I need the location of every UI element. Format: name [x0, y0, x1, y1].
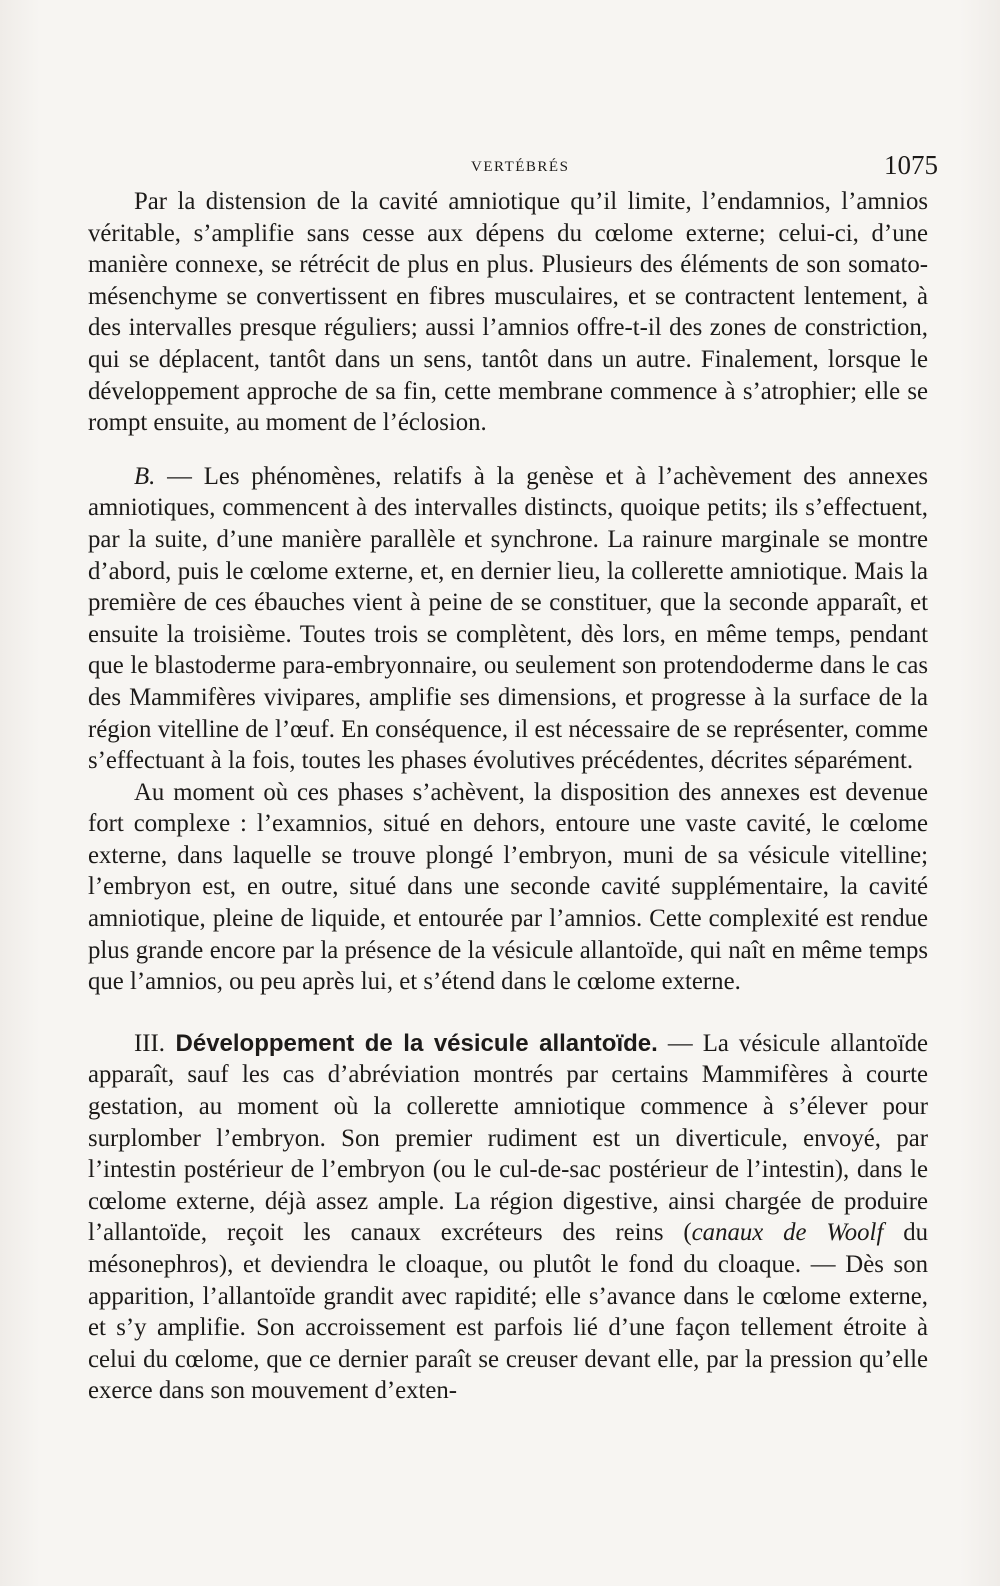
- paragraph-phases: Au moment où ces phases s’achèvent, la disposition des annexes est devenue fort complexe : l’examnios, situé en dehors, entoure une vaste cavité, le cœlome externe, dans laquelle se trouve plongé l’embryon, muni de sa vésicule vitelline; l’embryon est, en outre, situé dans une seconde cavité supplémentaire, la cavité amniotique, pleine de liquide, et entourée par l’amnios. Cette complexité est rendue plus grande encore par la présence de la vésicule allantoïde, qui naît en même temps que l’amnios, ou peu après lui, et s’étend dans le cœlome externe.: [88, 778, 928, 996]
- body-text: [88, 186, 928, 1407]
- page-number: 1075: [884, 150, 938, 180]
- paragraph-b-text: — Les phénomènes, relatifs à la genèse et à l’achèvement des annexes amniotiques, commencent à des intervalles distincts, quoique petits; ils s’effectuent, par la suite, d’une manière parallèle et synchrone. La rainure marginale se montre d’abord, puis le cœlome externe, et, en dernier lieu, la collerette amniotique. Mais la première de ces ébauches vient à peine de se constituer, que la seconde apparaît, et ensuite la troisième. Toutes trois se complètent, dès lors, en même temps, pendant que le blastoderme para-embryonnaire, ou seulement son protendoderme dans le cas des Mammifères vivipares, amplifie ses dimensions, et progresse à la surface de la région vitelline de l’œuf. En conséquence, il est nécessaire de se représenter, comme s’effectuant à la fois, toutes les phases évolutives précédentes, décrites séparément.: [88, 462, 928, 775]
- section-number: III.: [134, 1029, 165, 1057]
- running-head: VERTÉBRÉS: [471, 159, 570, 175]
- paragraph-b-label: B.: [134, 462, 156, 490]
- page-header: [88, 150, 938, 186]
- paragraph-b: [88, 461, 928, 777]
- paragraph-section-iii: [88, 1028, 928, 1407]
- section-text-a: — La vésicule allantoïde apparaît, sauf les cas d’abréviation montrés par certains Mammifères à courte gestation, au moment où la collerette amniotique commence à s’élever pour surplomber l’embryon. Son premier rudiment est un diverticule, envoyé, par l’intestin postérieur de l’embryon (ou le cul-de-sac postérieur de l’intestin), dans le cœlome externe, déjà assez ample. La région digestive, ainsi chargée de produire l’allantoïde, reçoit les canaux excréteurs des reins (: [88, 1029, 929, 1247]
- section-text-b: du mésonephros), et deviendra le cloaque, ou plutôt le fond du cloaque. — Dès son apparition, l’allantoïde grandit avec rapidité; elle s’avance dans le cœlome externe, et s’y amplifie. Son accroissement est parfois lié d’une façon tellement étroite à celui du cœlome, que ce dernier paraît se creuser devant elle, par la pression qu’elle exerce dans son mouvement d’exten-: [88, 1219, 928, 1405]
- section-title: Développement de la vésicule allantoïde.: [164, 1029, 658, 1057]
- section-latin-term: canaux de Woolf: [691, 1219, 884, 1247]
- paragraph-amnios: Par la distension de la cavité amniotique qu’il limite, l’endamnios, l’amnios véritable, s’amplifie sans cesse aux dépens du cœlome externe; celui-ci, d’une manière connexe, se rétrécit de plus en plus. Plusieurs des éléments de son somato-mésenchyme se convertissent en fibres musculaires, et se contractent lentement, à des intervalles presque réguliers; aussi l’amnios offre-t-il des zones de constriction, qui se déplacent, tantôt dans un sens, tantôt dans un autre. Finalement, lorsque le développement approche de sa fin, cette membrane commence à s’atrophier; elle se rompt ensuite, au moment de l’éclosion.: [88, 188, 928, 437]
